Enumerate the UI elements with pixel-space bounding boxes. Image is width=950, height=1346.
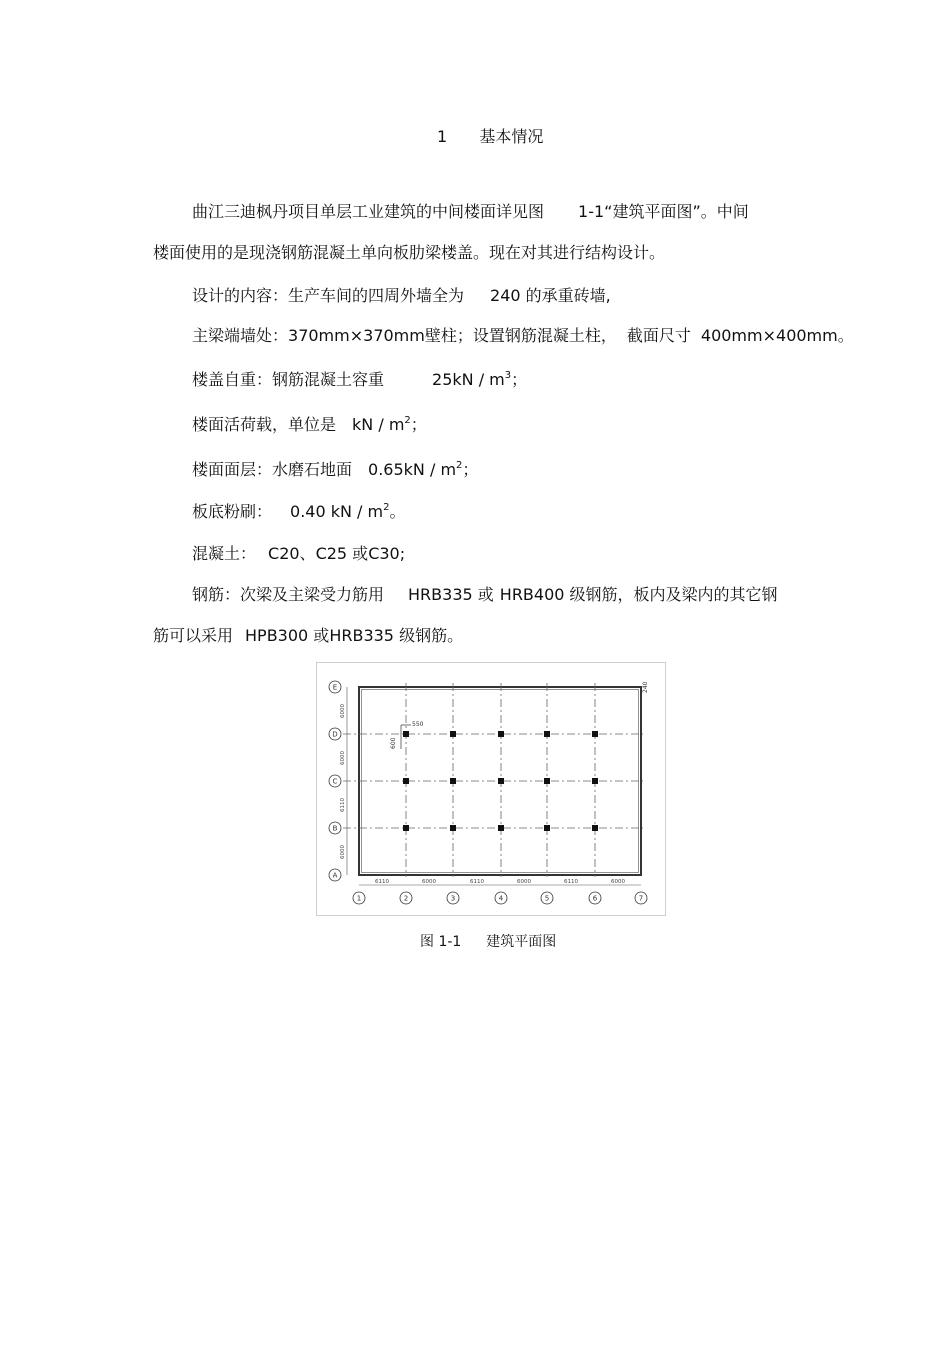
wall-note: 240 <box>642 681 649 693</box>
section-heading <box>437 124 543 147</box>
text-span: 板内及梁内的其它钢 <box>633 585 778 604</box>
column <box>498 825 504 831</box>
paragraph-line <box>153 243 665 263</box>
text-span: 。 <box>389 502 406 521</box>
text-span: 370mm <box>288 326 350 345</box>
text-span: C30; <box>368 544 406 563</box>
axis-label-B: B <box>332 824 338 833</box>
text-span: kN / m <box>352 415 405 434</box>
superscript: 2 <box>456 460 463 471</box>
text-span: 楼面活荷载，单位是 <box>192 415 337 434</box>
bay-width: 6000 <box>611 879 625 885</box>
paragraph-line <box>192 370 527 393</box>
text-span: 钢筋：次梁及主梁受力筋用 <box>192 585 385 604</box>
text-span: HRB335 或 <box>408 585 494 604</box>
paragraph-line <box>192 415 427 438</box>
paragraph-line <box>192 502 406 525</box>
column <box>450 825 456 831</box>
text-span: × <box>349 326 364 345</box>
bay-width: 6000 <box>517 879 531 885</box>
figure-ref: 1-1 <box>578 202 605 221</box>
text-span: ； <box>462 460 479 479</box>
axis-label-2: 2 <box>403 894 409 903</box>
section-number: 1 <box>437 127 448 146</box>
paragraph-line <box>153 626 463 646</box>
text-span: C25 或 <box>315 544 369 563</box>
text-span: 混凝土： <box>192 544 257 563</box>
bay-width: 6110 <box>564 879 578 885</box>
text-span: 楼面使用的是现浇钢筋混凝土单向板肋梁楼盖。现在对其进行结构设计。 <box>153 243 666 262</box>
paragraph-line <box>192 326 854 346</box>
column <box>403 825 409 831</box>
text-span: 25kN / m <box>432 370 505 389</box>
column <box>498 778 504 784</box>
section-title: 基本情况 <box>479 127 544 146</box>
text-span: ； <box>410 415 427 434</box>
text-span: 。 <box>837 326 854 345</box>
axis-label-5: 5 <box>544 894 550 903</box>
column <box>592 778 598 784</box>
floor-plan-figure <box>316 662 666 916</box>
bay-widths <box>375 879 625 885</box>
row-spacing: 6110 <box>340 798 346 812</box>
column <box>450 731 456 737</box>
axis-label-A: A <box>332 871 338 880</box>
text-span: 筋可以采用 <box>153 626 234 645</box>
figure-caption <box>420 931 556 951</box>
text-span: 400mm <box>776 326 838 345</box>
text-span: 截面尺寸 <box>626 326 691 345</box>
text-span: 0.40 kN / m <box>290 502 384 521</box>
axis-label-C: C <box>332 777 338 786</box>
column <box>544 731 550 737</box>
text-span: 370mm <box>363 326 425 345</box>
axis-label-D: D <box>332 730 338 739</box>
text-span: 曲江三迪枫丹项目单层工业建筑的中间楼面详见图 <box>192 202 545 221</box>
superscript: 2 <box>383 502 390 513</box>
axis-label-4: 4 <box>498 894 504 903</box>
axis-label-3: 3 <box>450 894 456 903</box>
superscript: 2 <box>404 415 411 426</box>
text-span: 壁柱；设置钢筋混凝土柱， <box>424 326 617 345</box>
text-span: C20、 <box>268 544 316 563</box>
column <box>592 731 598 737</box>
text-span: 设计的内容：生产车间的四周外墙全为 <box>192 286 465 305</box>
axis-label-1: 1 <box>356 894 362 903</box>
text-span: 楼盖自重：钢筋混凝土容重 <box>192 370 385 389</box>
paragraph-line <box>192 286 611 306</box>
text-span: HPB300 或 <box>245 626 330 645</box>
bay-width: 6000 <box>422 879 436 885</box>
column <box>498 731 504 737</box>
row-spacing: 6000 <box>340 751 346 765</box>
floor-plan-drawing <box>317 663 665 915</box>
bay-width: 6110 <box>375 879 389 885</box>
text-span: ； <box>511 370 528 389</box>
axis-label-E: E <box>332 683 338 692</box>
paragraph-line <box>192 460 478 483</box>
text-span: HRB400 级钢筋， <box>499 585 634 604</box>
column <box>403 731 409 737</box>
text-span: 楼面面层：水磨石地面 <box>192 460 353 479</box>
text-span: 主梁端墙处： <box>192 326 289 345</box>
paragraph-line <box>192 585 778 605</box>
text-span: 400mm <box>700 326 763 345</box>
text-span: 0.65kN / m <box>368 460 457 479</box>
dim-600: 600 <box>390 737 397 749</box>
text-span: × <box>762 326 777 345</box>
caption-title: 建筑平面图 <box>486 934 557 950</box>
column <box>592 825 598 831</box>
column <box>450 778 456 784</box>
axis-label-6: 6 <box>592 894 598 903</box>
bay-width: 6110 <box>470 879 484 885</box>
row-axis-labels <box>332 684 337 880</box>
text-span: 板底粉刷： <box>192 502 273 521</box>
column <box>403 778 409 784</box>
row-spacing: 6000 <box>340 704 346 718</box>
column <box>544 825 550 831</box>
paragraph-line <box>192 544 405 564</box>
text-span: 240 的承重砖墙, <box>490 286 611 305</box>
dim-550: 550 <box>412 721 424 728</box>
text-span: HRB335 级钢筋。 <box>329 626 464 645</box>
superscript: 3 <box>504 370 512 381</box>
caption-number: 图 1-1 <box>420 934 462 950</box>
axis-label-7: 7 <box>638 894 644 903</box>
row-spacing: 6000 <box>340 845 346 859</box>
paragraph-line <box>192 202 749 222</box>
column <box>544 778 550 784</box>
text-span: “建筑平面图”。中间 <box>604 202 749 221</box>
